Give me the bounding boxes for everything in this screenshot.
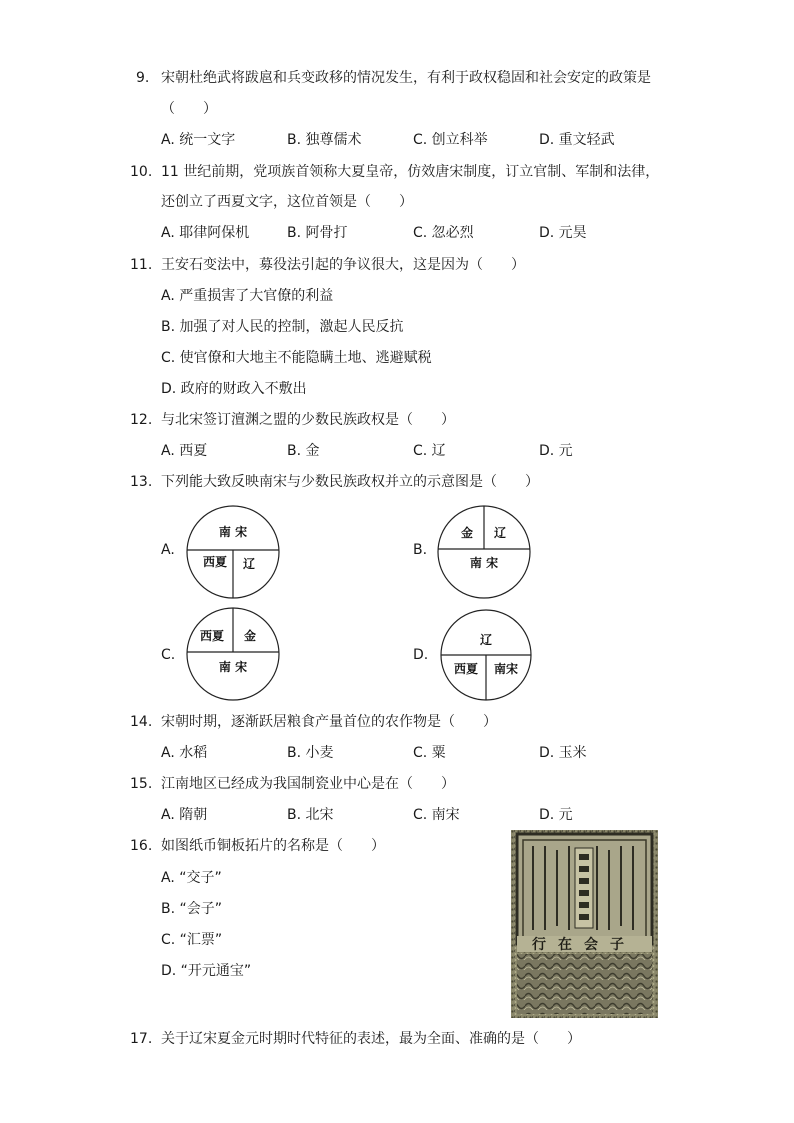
question-stem: 下列能大致反映南宋与少数民族政权并立的示意图是（ ） bbox=[161, 474, 539, 490]
region-label: 南宋 bbox=[493, 662, 519, 676]
option-a: A. 耶律阿保机 bbox=[161, 225, 250, 241]
region-label: 金 bbox=[243, 629, 257, 643]
option-d: D. 政府的财政入不敷出 bbox=[161, 381, 307, 397]
option-a: A. 西夏 bbox=[161, 443, 208, 459]
option-c: C. “汇票” bbox=[161, 932, 223, 948]
option-d: D. 重文轻武 bbox=[539, 132, 615, 148]
option-b: B. 阿骨打 bbox=[287, 225, 348, 241]
question-stem: 宋朝杜绝武将跋扈和兵变政移的情况发生，有利于政权稳固和社会安定的政策是 bbox=[161, 70, 651, 86]
question-stem-cont: （ ） bbox=[161, 101, 217, 117]
question-number: 17. bbox=[130, 1031, 153, 1047]
option-a: A. 隋朝 bbox=[161, 807, 208, 823]
option-c: C. 粟 bbox=[413, 745, 446, 761]
question-stem-cont: 还创立了西夏文字，这位首领是（ ） bbox=[161, 194, 413, 210]
option-d: D. 元昊 bbox=[539, 225, 587, 241]
option-a: A. 统一文字 bbox=[161, 132, 236, 148]
option-c: C. 使官僚和大地主不能隐瞒土地、逃避赋税 bbox=[161, 350, 432, 366]
question-stem: 与北宋签订澶渊之盟的少数民族政权是（ ） bbox=[161, 412, 455, 428]
question-number: 11. bbox=[130, 257, 153, 273]
diagram-b-label: B. bbox=[413, 542, 428, 558]
region-label: 西夏 bbox=[453, 662, 479, 676]
diagram-c-label: C. bbox=[161, 647, 176, 663]
region-label: 金 bbox=[460, 526, 474, 540]
option-b: B. 加强了对人民的控制，激起人民反抗 bbox=[161, 319, 404, 335]
diagram-b bbox=[437, 505, 531, 599]
banknote-inscription: 行在会子 bbox=[532, 937, 636, 953]
diagram-c bbox=[186, 607, 280, 701]
question-number: 9. bbox=[136, 70, 150, 86]
question-stem: 王安石变法中，募役法引起的争议很大，这是因为（ ） bbox=[161, 257, 525, 273]
diagram-d-label: D. bbox=[413, 647, 429, 663]
option-b: B. 北宋 bbox=[287, 807, 334, 823]
question-stem: 江南地区已经成为我国制瓷业中心是在（ ） bbox=[161, 776, 455, 792]
question-stem: 关于辽宋夏金元时期时代特征的表述，最为全面、准确的是（ ） bbox=[161, 1031, 581, 1047]
question-stem: 宋朝时期，逐渐跃居粮食产量首位的农作物是（ ） bbox=[161, 714, 497, 730]
option-c: C. 忽必烈 bbox=[413, 225, 474, 241]
option-c: C. 辽 bbox=[413, 443, 446, 459]
option-d: D. 元 bbox=[539, 443, 573, 459]
option-c: C. 创立科举 bbox=[413, 132, 488, 148]
region-label: 辽 bbox=[242, 557, 256, 571]
question-number: 13. bbox=[130, 474, 153, 490]
option-d: D. 玉米 bbox=[539, 745, 587, 761]
region-label: 南 宋 bbox=[469, 556, 499, 570]
region-label: 西夏 bbox=[202, 555, 228, 569]
diagram-a-label: A. bbox=[161, 542, 175, 558]
option-a: A. 严重损害了大官僚的利益 bbox=[161, 288, 334, 304]
option-b: B. 金 bbox=[287, 443, 320, 459]
option-a: A. “交子” bbox=[161, 870, 222, 886]
option-d: D. “开元通宝” bbox=[161, 963, 252, 979]
question-number: 15. bbox=[130, 776, 153, 792]
banknote-rubbing-image bbox=[511, 830, 658, 1018]
question-number: 14. bbox=[130, 714, 153, 730]
option-b: B. 小麦 bbox=[287, 745, 334, 761]
region-label: 西夏 bbox=[199, 629, 225, 643]
question-number: 12. bbox=[130, 412, 153, 428]
question-number: 16. bbox=[130, 838, 153, 854]
option-d: D. 元 bbox=[539, 807, 573, 823]
option-b: B. 独尊儒术 bbox=[287, 132, 362, 148]
region-label: 南 宋 bbox=[218, 660, 248, 674]
region-label: 辽 bbox=[493, 526, 507, 540]
region-label: 南 宋 bbox=[218, 525, 248, 539]
question-stem: 11 世纪前期，党项族首领称大夏皇帝，仿效唐宋制度，订立官制、军制和法律， bbox=[161, 164, 660, 180]
region-label: 辽 bbox=[479, 633, 493, 647]
diagram-a bbox=[186, 505, 280, 599]
diagram-d bbox=[440, 609, 532, 701]
question-stem: 如图纸币铜板拓片的名称是（ ） bbox=[161, 838, 385, 854]
option-c: C. 南宋 bbox=[413, 807, 460, 823]
option-a: A. 水稻 bbox=[161, 745, 208, 761]
option-b: B. “会子” bbox=[161, 901, 223, 917]
question-number: 10. bbox=[130, 164, 153, 180]
